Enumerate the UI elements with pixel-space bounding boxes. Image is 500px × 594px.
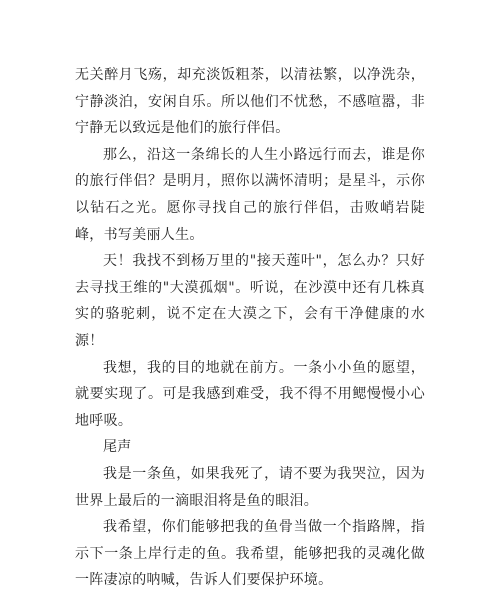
paragraph-5: 我是一条鱼，如果我死了，请不要为我哭泣，因为世界上最后的一滴眼泪将是鱼的眼泪。	[75, 465, 425, 509]
document-body	[75, 62, 425, 594]
paragraph-3: 天！我找不到杨万里的"接天莲叶"，怎么办？只好去寻找王维的"大漠孤烟"。听说，在沙漠中还有几株真实的骆驼刺，说不定在大漠之下，会有干净健康的水源！	[75, 253, 425, 349]
paragraph-2: 那么，沿这一条绵长的人生小路远行而去，谁是你的旅行伴侣？是明月，照你以满怀清明；是星斗，示你以钻石之光。愿你寻找自己的旅行伴侣，击败峭岩陡峰，书写美丽人生。	[75, 146, 425, 243]
section-heading: 尾声	[103, 439, 132, 456]
paragraph-1: 无关醉月飞殇，却充淡饭粗茶，以清祛繁，以净洗杂，宁静淡泊，安闲自乐。所以他们不忧愁，不感喧嚣，非宁静无以致远是他们的旅行伴侣。	[75, 67, 425, 137]
paragraph-6: 我希望，你们能够把我的鱼骨当做一个指路牌，指示下一条上岸行走的鱼。我希望，能够把我的灵魂化做一阵凄凉的呐喊，告诉人们要保护环境。	[75, 519, 425, 589]
paragraph-4: 我想，我的目的地就在前方。一条小小鱼的愿望，就要实现了。可是我感到难受，我不得不用鳃慢慢小心地呼吸。	[75, 359, 425, 429]
